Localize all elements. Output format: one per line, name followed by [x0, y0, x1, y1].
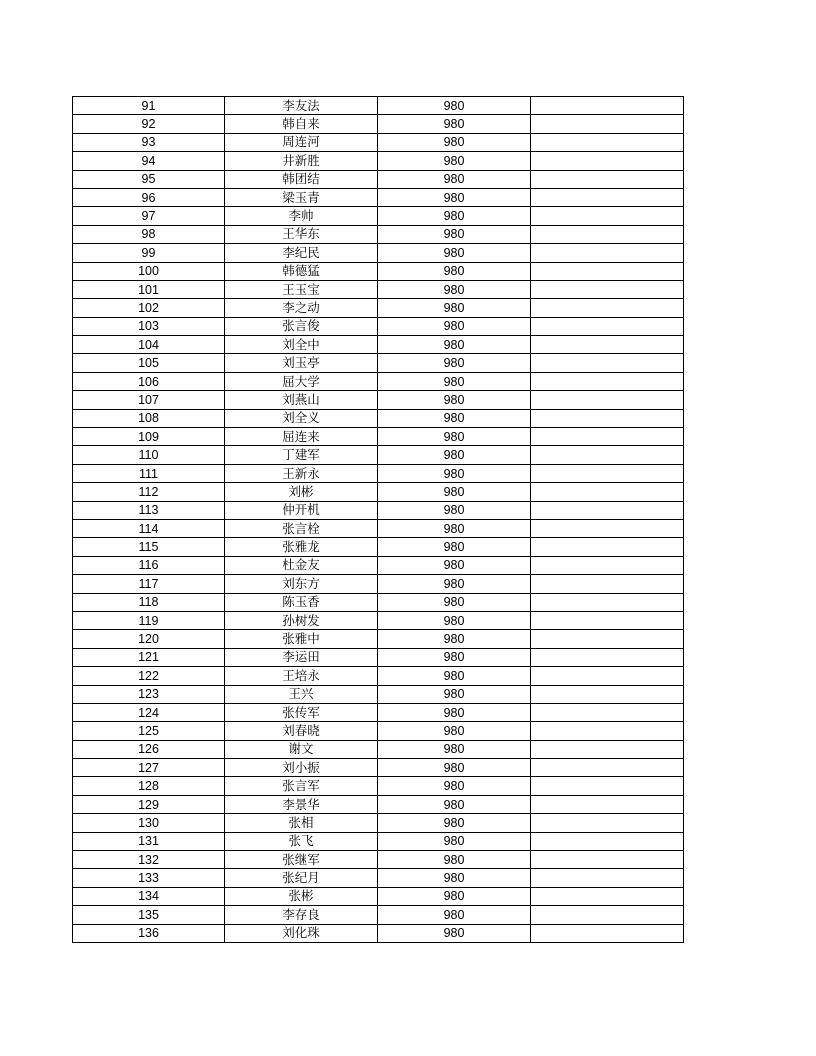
name-cell: 韩德猛	[225, 262, 378, 280]
row-number-cell: 127	[73, 759, 225, 777]
amount-cell: 980	[378, 667, 531, 685]
note-cell	[531, 225, 684, 243]
name-cell: 张雅龙	[225, 538, 378, 556]
note-cell	[531, 409, 684, 427]
note-cell	[531, 97, 684, 115]
note-cell	[531, 795, 684, 813]
note-cell	[531, 336, 684, 354]
amount-cell: 980	[378, 97, 531, 115]
amount-cell: 980	[378, 299, 531, 317]
amount-cell: 980	[378, 722, 531, 740]
note-cell	[531, 519, 684, 537]
note-cell	[531, 262, 684, 280]
row-number-cell: 100	[73, 262, 225, 280]
row-number-cell: 101	[73, 280, 225, 298]
amount-cell: 980	[378, 115, 531, 133]
table-row	[73, 924, 684, 942]
table-row	[73, 280, 684, 298]
note-cell	[531, 832, 684, 850]
table-row	[73, 685, 684, 703]
amount-cell: 980	[378, 759, 531, 777]
row-number-cell: 117	[73, 575, 225, 593]
note-cell	[531, 556, 684, 574]
table-row	[73, 133, 684, 151]
row-number-cell: 120	[73, 630, 225, 648]
note-cell	[531, 391, 684, 409]
row-number-cell: 113	[73, 501, 225, 519]
table-row	[73, 354, 684, 372]
row-number-cell: 129	[73, 795, 225, 813]
table-row	[73, 703, 684, 721]
name-cell: 刘全中	[225, 336, 378, 354]
name-cell: 王兴	[225, 685, 378, 703]
table-row	[73, 630, 684, 648]
amount-cell: 980	[378, 133, 531, 151]
note-cell	[531, 538, 684, 556]
row-number-cell: 110	[73, 446, 225, 464]
table-row	[73, 906, 684, 924]
row-number-cell: 128	[73, 777, 225, 795]
name-cell: 李景华	[225, 795, 378, 813]
amount-cell: 980	[378, 391, 531, 409]
name-cell: 王新永	[225, 464, 378, 482]
row-number-cell: 126	[73, 740, 225, 758]
row-number-cell: 95	[73, 170, 225, 188]
amount-cell: 980	[378, 188, 531, 206]
name-cell: 张言军	[225, 777, 378, 795]
table-row	[73, 795, 684, 813]
table-row	[73, 869, 684, 887]
row-number-cell: 121	[73, 648, 225, 666]
name-cell: 仲开机	[225, 501, 378, 519]
name-cell: 梁玉青	[225, 188, 378, 206]
note-cell	[531, 887, 684, 905]
row-number-cell: 108	[73, 409, 225, 427]
name-cell: 丁建军	[225, 446, 378, 464]
row-number-cell: 130	[73, 814, 225, 832]
table-row	[73, 538, 684, 556]
note-cell	[531, 317, 684, 335]
name-cell: 井新胜	[225, 152, 378, 170]
amount-cell: 980	[378, 575, 531, 593]
amount-cell: 980	[378, 225, 531, 243]
name-cell: 屈连来	[225, 428, 378, 446]
amount-cell: 980	[378, 795, 531, 813]
table-row	[73, 409, 684, 427]
name-cell: 张飞	[225, 832, 378, 850]
note-cell	[531, 170, 684, 188]
table-row	[73, 740, 684, 758]
note-cell	[531, 446, 684, 464]
note-cell	[531, 593, 684, 611]
note-cell	[531, 299, 684, 317]
table-row	[73, 887, 684, 905]
row-number-cell: 115	[73, 538, 225, 556]
note-cell	[531, 244, 684, 262]
amount-cell: 980	[378, 538, 531, 556]
row-number-cell: 98	[73, 225, 225, 243]
row-number-cell: 134	[73, 887, 225, 905]
name-cell: 张言栓	[225, 519, 378, 537]
name-cell: 张彬	[225, 887, 378, 905]
note-cell	[531, 703, 684, 721]
note-cell	[531, 464, 684, 482]
row-number-cell: 118	[73, 593, 225, 611]
table-row	[73, 556, 684, 574]
amount-cell: 980	[378, 519, 531, 537]
row-number-cell: 116	[73, 556, 225, 574]
note-cell	[531, 814, 684, 832]
name-cell: 刘玉亭	[225, 354, 378, 372]
amount-cell: 980	[378, 152, 531, 170]
table-row	[73, 483, 684, 501]
row-number-cell: 104	[73, 336, 225, 354]
amount-cell: 980	[378, 372, 531, 390]
name-cell: 李帅	[225, 207, 378, 225]
name-cell: 屈大学	[225, 372, 378, 390]
table-row	[73, 170, 684, 188]
name-cell: 张言俊	[225, 317, 378, 335]
table-row	[73, 575, 684, 593]
row-number-cell: 106	[73, 372, 225, 390]
amount-cell: 980	[378, 170, 531, 188]
note-cell	[531, 483, 684, 501]
name-cell: 周连河	[225, 133, 378, 151]
amount-cell: 980	[378, 906, 531, 924]
row-number-cell: 91	[73, 97, 225, 115]
table-row	[73, 299, 684, 317]
name-cell: 韩自来	[225, 115, 378, 133]
amount-cell: 980	[378, 409, 531, 427]
note-cell	[531, 869, 684, 887]
name-cell: 张相	[225, 814, 378, 832]
name-cell: 李存良	[225, 906, 378, 924]
row-number-cell: 97	[73, 207, 225, 225]
table-row	[73, 391, 684, 409]
amount-cell: 980	[378, 630, 531, 648]
row-number-cell: 131	[73, 832, 225, 850]
table-row	[73, 446, 684, 464]
amount-cell: 980	[378, 851, 531, 869]
name-cell: 张纪月	[225, 869, 378, 887]
table-row	[73, 501, 684, 519]
amount-cell: 980	[378, 740, 531, 758]
note-cell	[531, 851, 684, 869]
name-cell: 李之动	[225, 299, 378, 317]
note-cell	[531, 188, 684, 206]
table-row	[73, 832, 684, 850]
note-cell	[531, 924, 684, 942]
amount-cell: 980	[378, 207, 531, 225]
amount-cell: 980	[378, 464, 531, 482]
name-cell: 李友法	[225, 97, 378, 115]
table-row	[73, 115, 684, 133]
note-cell	[531, 906, 684, 924]
table-row	[73, 262, 684, 280]
table-row	[73, 722, 684, 740]
name-cell: 刘彬	[225, 483, 378, 501]
amount-cell: 980	[378, 354, 531, 372]
amount-cell: 980	[378, 777, 531, 795]
table-row	[73, 97, 684, 115]
amount-cell: 980	[378, 556, 531, 574]
note-cell	[531, 777, 684, 795]
table-row	[73, 519, 684, 537]
name-cell: 刘燕山	[225, 391, 378, 409]
roster-table-body	[73, 97, 684, 943]
table-row	[73, 464, 684, 482]
name-cell: 李纪民	[225, 244, 378, 262]
amount-cell: 980	[378, 446, 531, 464]
name-cell: 张雅中	[225, 630, 378, 648]
note-cell	[531, 372, 684, 390]
table-row	[73, 648, 684, 666]
row-number-cell: 109	[73, 428, 225, 446]
table-row	[73, 759, 684, 777]
name-cell: 刘化珠	[225, 924, 378, 942]
name-cell: 张传军	[225, 703, 378, 721]
name-cell: 韩团结	[225, 170, 378, 188]
note-cell	[531, 759, 684, 777]
note-cell	[531, 207, 684, 225]
name-cell: 谢文	[225, 740, 378, 758]
name-cell: 刘东方	[225, 575, 378, 593]
row-number-cell: 103	[73, 317, 225, 335]
note-cell	[531, 667, 684, 685]
name-cell: 孙树发	[225, 611, 378, 629]
note-cell	[531, 648, 684, 666]
note-cell	[531, 740, 684, 758]
note-cell	[531, 722, 684, 740]
row-number-cell: 122	[73, 667, 225, 685]
amount-cell: 980	[378, 593, 531, 611]
note-cell	[531, 152, 684, 170]
amount-cell: 980	[378, 924, 531, 942]
table-row	[73, 225, 684, 243]
table-row	[73, 777, 684, 795]
name-cell: 刘春晓	[225, 722, 378, 740]
amount-cell: 980	[378, 685, 531, 703]
name-cell: 刘小振	[225, 759, 378, 777]
table-row	[73, 188, 684, 206]
roster-table	[72, 96, 684, 943]
table-row	[73, 152, 684, 170]
table-row	[73, 336, 684, 354]
amount-cell: 980	[378, 648, 531, 666]
table-row	[73, 317, 684, 335]
table-row	[73, 667, 684, 685]
name-cell: 李运田	[225, 648, 378, 666]
row-number-cell: 107	[73, 391, 225, 409]
note-cell	[531, 501, 684, 519]
row-number-cell: 92	[73, 115, 225, 133]
name-cell: 刘全义	[225, 409, 378, 427]
row-number-cell: 102	[73, 299, 225, 317]
amount-cell: 980	[378, 483, 531, 501]
amount-cell: 980	[378, 280, 531, 298]
name-cell: 王培永	[225, 667, 378, 685]
amount-cell: 980	[378, 611, 531, 629]
note-cell	[531, 428, 684, 446]
name-cell: 陈玉香	[225, 593, 378, 611]
row-number-cell: 136	[73, 924, 225, 942]
note-cell	[531, 115, 684, 133]
row-number-cell: 96	[73, 188, 225, 206]
name-cell: 王华东	[225, 225, 378, 243]
row-number-cell: 123	[73, 685, 225, 703]
amount-cell: 980	[378, 869, 531, 887]
row-number-cell: 112	[73, 483, 225, 501]
row-number-cell: 114	[73, 519, 225, 537]
amount-cell: 980	[378, 814, 531, 832]
row-number-cell: 124	[73, 703, 225, 721]
row-number-cell: 93	[73, 133, 225, 151]
note-cell	[531, 354, 684, 372]
table-row	[73, 207, 684, 225]
name-cell: 张继军	[225, 851, 378, 869]
note-cell	[531, 630, 684, 648]
row-number-cell: 135	[73, 906, 225, 924]
amount-cell: 980	[378, 336, 531, 354]
row-number-cell: 132	[73, 851, 225, 869]
table-row	[73, 593, 684, 611]
amount-cell: 980	[378, 317, 531, 335]
row-number-cell: 105	[73, 354, 225, 372]
row-number-cell: 111	[73, 464, 225, 482]
amount-cell: 980	[378, 832, 531, 850]
table-row	[73, 244, 684, 262]
table-row	[73, 611, 684, 629]
note-cell	[531, 280, 684, 298]
row-number-cell: 133	[73, 869, 225, 887]
amount-cell: 980	[378, 262, 531, 280]
amount-cell: 980	[378, 428, 531, 446]
note-cell	[531, 611, 684, 629]
row-number-cell: 119	[73, 611, 225, 629]
amount-cell: 980	[378, 501, 531, 519]
row-number-cell: 99	[73, 244, 225, 262]
table-row	[73, 428, 684, 446]
row-number-cell: 94	[73, 152, 225, 170]
amount-cell: 980	[378, 703, 531, 721]
note-cell	[531, 685, 684, 703]
note-cell	[531, 575, 684, 593]
note-cell	[531, 133, 684, 151]
row-number-cell: 125	[73, 722, 225, 740]
name-cell: 杜金友	[225, 556, 378, 574]
table-row	[73, 372, 684, 390]
amount-cell: 980	[378, 244, 531, 262]
amount-cell: 980	[378, 887, 531, 905]
table-row	[73, 814, 684, 832]
table-row	[73, 851, 684, 869]
name-cell: 王玉宝	[225, 280, 378, 298]
